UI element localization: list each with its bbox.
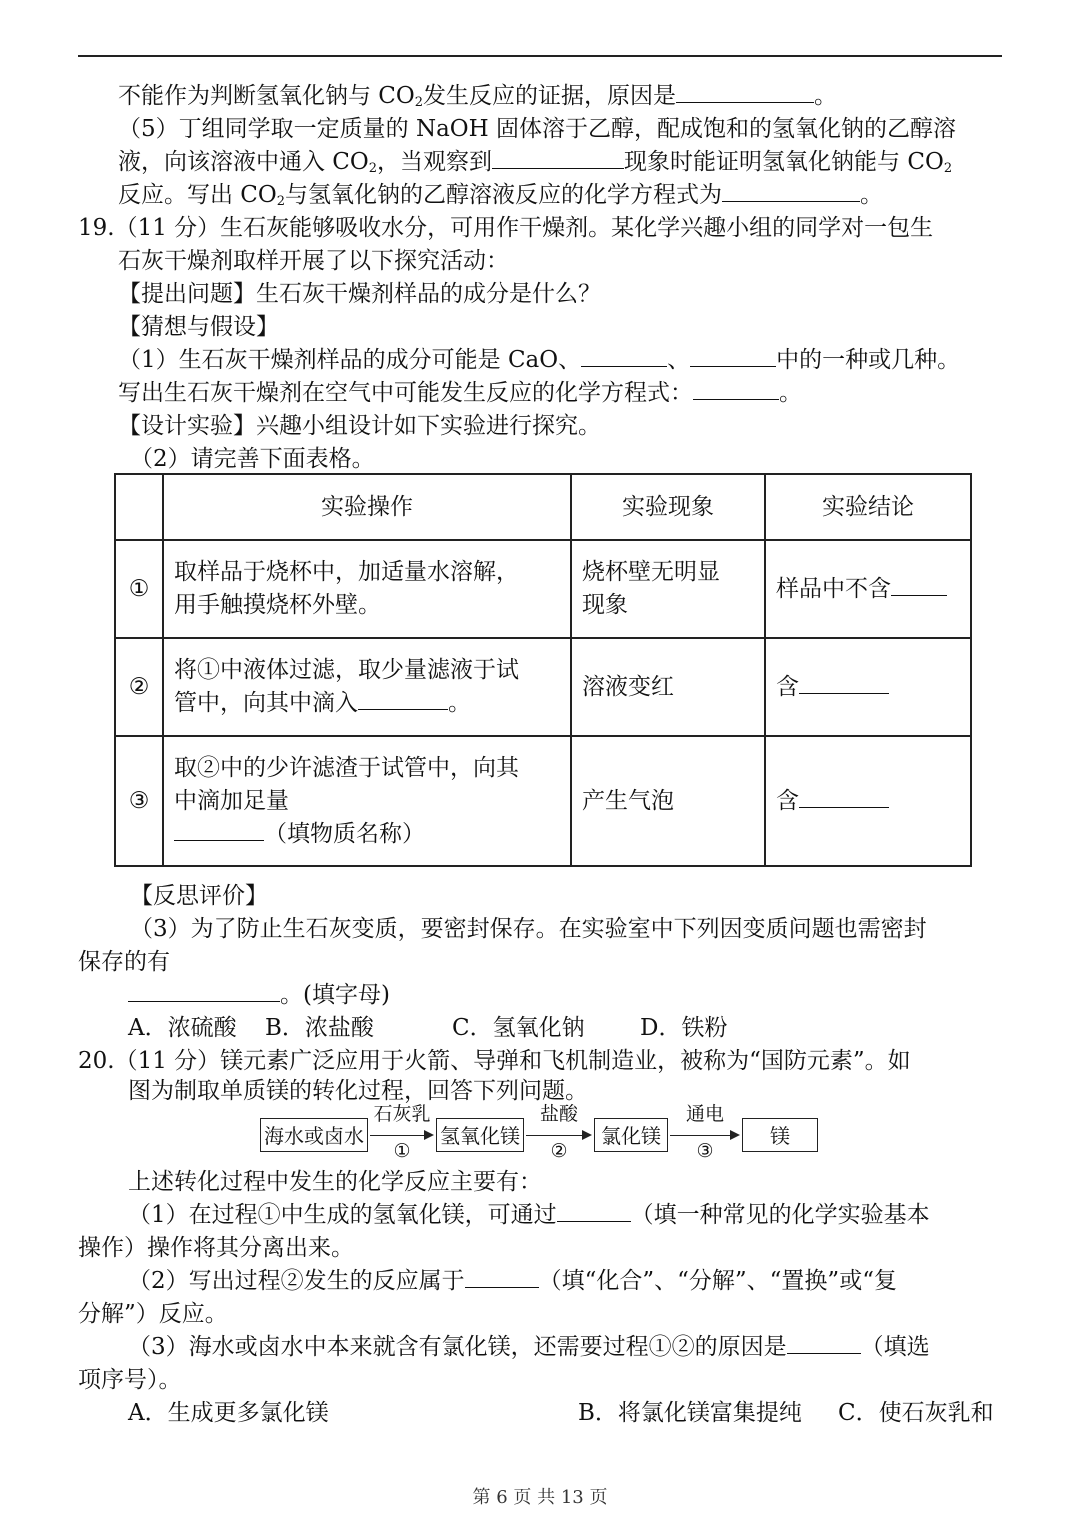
text: 将①中液体过滤，取少量滤液于试 bbox=[174, 657, 519, 683]
q19-option-a: A．浓硫酸 bbox=[128, 1015, 237, 1041]
text: 含 bbox=[776, 787, 799, 814]
row-number: ② bbox=[115, 638, 163, 736]
top-rule bbox=[78, 55, 1002, 57]
text: ，当观察到 bbox=[377, 149, 493, 175]
text: 产生气泡 bbox=[582, 787, 674, 814]
flow-arrow bbox=[526, 1135, 590, 1136]
q19-p2: （2）请完善下面表格。 bbox=[130, 446, 375, 472]
text: 。 bbox=[814, 83, 838, 109]
answer-blank[interactable] bbox=[676, 80, 814, 103]
operation-cell bbox=[163, 638, 571, 736]
arrow-label-bottom: ③ bbox=[696, 1140, 714, 1162]
operation-cell bbox=[163, 540, 571, 638]
operation-line bbox=[174, 818, 560, 851]
q18-p5-line1: （5）丁组同学取一定质量的 NaOH 固体溶于乙醇，配成饱和的氢氧化钠的乙醇溶 bbox=[118, 116, 957, 142]
flow-diagram bbox=[258, 1105, 828, 1165]
q20-p1 bbox=[128, 1199, 930, 1231]
text: 不能作为判断氢氧化钠与 CO bbox=[118, 83, 415, 109]
q20-line2: 图为制取单质镁的转化过程，回答下列问题。 bbox=[128, 1078, 588, 1104]
row-number: ① bbox=[115, 540, 163, 638]
q20-option-c: C．使石灰乳和 bbox=[838, 1400, 994, 1426]
arrow-label-bottom: ② bbox=[550, 1140, 568, 1162]
flow-box-mg-chloride: 氯化镁 bbox=[594, 1118, 668, 1152]
flow-arrow bbox=[370, 1135, 432, 1136]
text: 用手触摸烧杯外壁。 bbox=[174, 592, 381, 618]
answer-blank[interactable] bbox=[557, 1199, 631, 1222]
row-number: ③ bbox=[115, 736, 163, 866]
text: 现象 bbox=[582, 592, 628, 618]
phenomenon-cell bbox=[571, 736, 765, 866]
text: 中滴加足量 bbox=[174, 787, 289, 814]
subscript: 2 bbox=[368, 161, 378, 176]
q19-p1 bbox=[118, 344, 960, 376]
text: 烧杯壁无明显 bbox=[582, 559, 720, 585]
text: 写出生石灰干燥剂在空气中可能发生反应的化学方程式： bbox=[118, 380, 693, 406]
arrow-label-top: 盐酸 bbox=[539, 1103, 578, 1125]
q19-p3-line1: （3）为了防止生石灰变质，要密封保存。在实验室中下列因变质问题也需密封 bbox=[130, 916, 927, 942]
q20-p2-line2: 分解”）反应。 bbox=[78, 1301, 228, 1327]
q20-line3: 上述转化过程中发生的化学反应主要有： bbox=[128, 1169, 542, 1195]
table-row bbox=[115, 540, 971, 638]
q19-option-d: D．铁粉 bbox=[640, 1015, 728, 1041]
answer-blank[interactable] bbox=[581, 344, 667, 367]
arrow-label-top: 石灰乳 bbox=[373, 1103, 431, 1125]
subscript: 2 bbox=[276, 194, 286, 209]
text: （填“化合”、“分解”、“置换”或“复 bbox=[538, 1268, 897, 1294]
text: （1）在过程①中生成的氢氧化镁，可通过 bbox=[128, 1202, 557, 1228]
answer-blank[interactable] bbox=[128, 979, 280, 1002]
text: 。(填字母) bbox=[280, 982, 390, 1008]
answer-blank[interactable] bbox=[690, 344, 776, 367]
text: 发生反应的证据，原因是 bbox=[423, 83, 677, 109]
table-header-cell: 实验现象 bbox=[571, 474, 765, 540]
text: 含 bbox=[776, 673, 799, 700]
text: 样品中不含 bbox=[776, 575, 891, 602]
q19-line2: 石灰干燥剂取样开展了以下探究活动： bbox=[118, 248, 509, 274]
text: （3）海水或卤水中本来就含有氯化镁，还需要过程①②的原因是 bbox=[128, 1334, 787, 1360]
table-header-row bbox=[115, 474, 971, 540]
text: 。 bbox=[448, 690, 471, 716]
subscript: 2 bbox=[414, 95, 424, 110]
table-header-cell bbox=[115, 474, 163, 540]
q19-p3-line3 bbox=[128, 979, 390, 1011]
answer-blank[interactable] bbox=[891, 573, 947, 596]
table-row bbox=[115, 736, 971, 866]
table-header-cell: 实验操作 bbox=[163, 474, 571, 540]
answer-blank[interactable] bbox=[492, 146, 624, 169]
text: 取②中的少许滤渣于试管中，向其 bbox=[174, 754, 519, 781]
q19-raise-question: 【提出问题】生石灰干燥剂样品的成分是什么？ bbox=[118, 281, 601, 307]
experiment-table bbox=[114, 473, 972, 867]
answer-blank[interactable] bbox=[722, 179, 860, 202]
answer-blank[interactable] bbox=[465, 1265, 539, 1288]
table-row bbox=[115, 638, 971, 736]
arrow-label-bottom: ① bbox=[393, 1140, 411, 1162]
text: 。 bbox=[860, 182, 884, 208]
phenomenon-cell bbox=[571, 638, 765, 736]
text: 与氢氧化钠的乙醇溶液反应的化学方程式为 bbox=[285, 182, 723, 208]
answer-blank[interactable] bbox=[358, 687, 448, 710]
q20-option-b: B．将氯化镁富集提纯 bbox=[578, 1400, 802, 1426]
text: 现象时能证明氢氧化钠能与 CO bbox=[624, 149, 944, 175]
q19-reflect-heading: 【反思评价】 bbox=[130, 883, 268, 909]
text: （1）生石灰干燥剂样品的成分可能是 CaO、 bbox=[118, 347, 582, 373]
q19-design: 【设计实验】兴趣小组设计如下实验进行探究。 bbox=[118, 413, 601, 439]
q20-option-a: A．生成更多氯化镁 bbox=[128, 1400, 329, 1426]
text: 反应。写出 CO bbox=[118, 182, 277, 208]
flow-box-magnesium: 镁 bbox=[742, 1118, 818, 1152]
text: （2）写出过程②发生的反应属于 bbox=[128, 1268, 465, 1294]
answer-blank[interactable] bbox=[174, 818, 264, 841]
q20-p3 bbox=[128, 1331, 930, 1363]
text: 溶液变红 bbox=[582, 673, 674, 700]
text: 管中，向其中滴入 bbox=[174, 690, 358, 716]
q20-p1-line2: 操作）操作将其分离出来。 bbox=[78, 1235, 354, 1261]
q19-p3-line2: 保存的有 bbox=[78, 949, 170, 975]
conclusion-cell bbox=[765, 638, 971, 736]
answer-blank[interactable] bbox=[787, 1331, 861, 1354]
q20-line1: 20.（11 分）镁元素广泛应用于火箭、导弹和飞机制造业，被称为“国防元素”。如 bbox=[78, 1048, 911, 1074]
q19-hypothesis-heading: 【猜想与假设】 bbox=[118, 314, 279, 340]
text: 、 bbox=[667, 347, 691, 373]
q20-p2 bbox=[128, 1265, 897, 1297]
text: 液，向该溶液中通入 CO bbox=[118, 149, 369, 175]
conclusion-cell bbox=[765, 540, 971, 638]
operation-cell bbox=[163, 736, 571, 866]
answer-blank[interactable] bbox=[799, 671, 889, 694]
answer-blank[interactable] bbox=[693, 377, 779, 400]
q19-line1: 19.（11 分）生石灰能够吸收水分，可用作干燥剂。某化学兴趣小组的同学对一包生 bbox=[78, 215, 934, 241]
table-header-cell: 实验结论 bbox=[765, 474, 971, 540]
q20-p3-line2: 项序号）。 bbox=[78, 1367, 182, 1393]
text: （填选 bbox=[860, 1334, 930, 1360]
q19-p1-line2 bbox=[118, 377, 802, 409]
subscript: 2 bbox=[943, 161, 953, 176]
operation-line bbox=[174, 687, 560, 720]
page-footer: 第 6 页 共 13 页 bbox=[472, 1487, 608, 1508]
text: （填一种常见的化学实验基本 bbox=[630, 1202, 930, 1228]
flow-box-mg-hydroxide: 氢氧化镁 bbox=[436, 1118, 524, 1152]
flow-arrow bbox=[670, 1135, 738, 1136]
q19-option-b: B．浓盐酸 bbox=[265, 1015, 374, 1041]
phenomenon-cell bbox=[571, 540, 765, 638]
text: （填物质名称） bbox=[264, 820, 425, 847]
text: 中的一种或几种。 bbox=[776, 347, 961, 373]
answer-blank[interactable] bbox=[799, 785, 889, 808]
conclusion-cell bbox=[765, 736, 971, 866]
text: 。 bbox=[779, 380, 802, 406]
flow-box-seawater: 海水或卤水 bbox=[260, 1118, 368, 1152]
q19-option-c: C．氢氧化钠 bbox=[452, 1015, 585, 1041]
arrow-label-top: 通电 bbox=[685, 1103, 724, 1125]
text: 取样品于烧杯中，加适量水溶解， bbox=[174, 559, 519, 585]
